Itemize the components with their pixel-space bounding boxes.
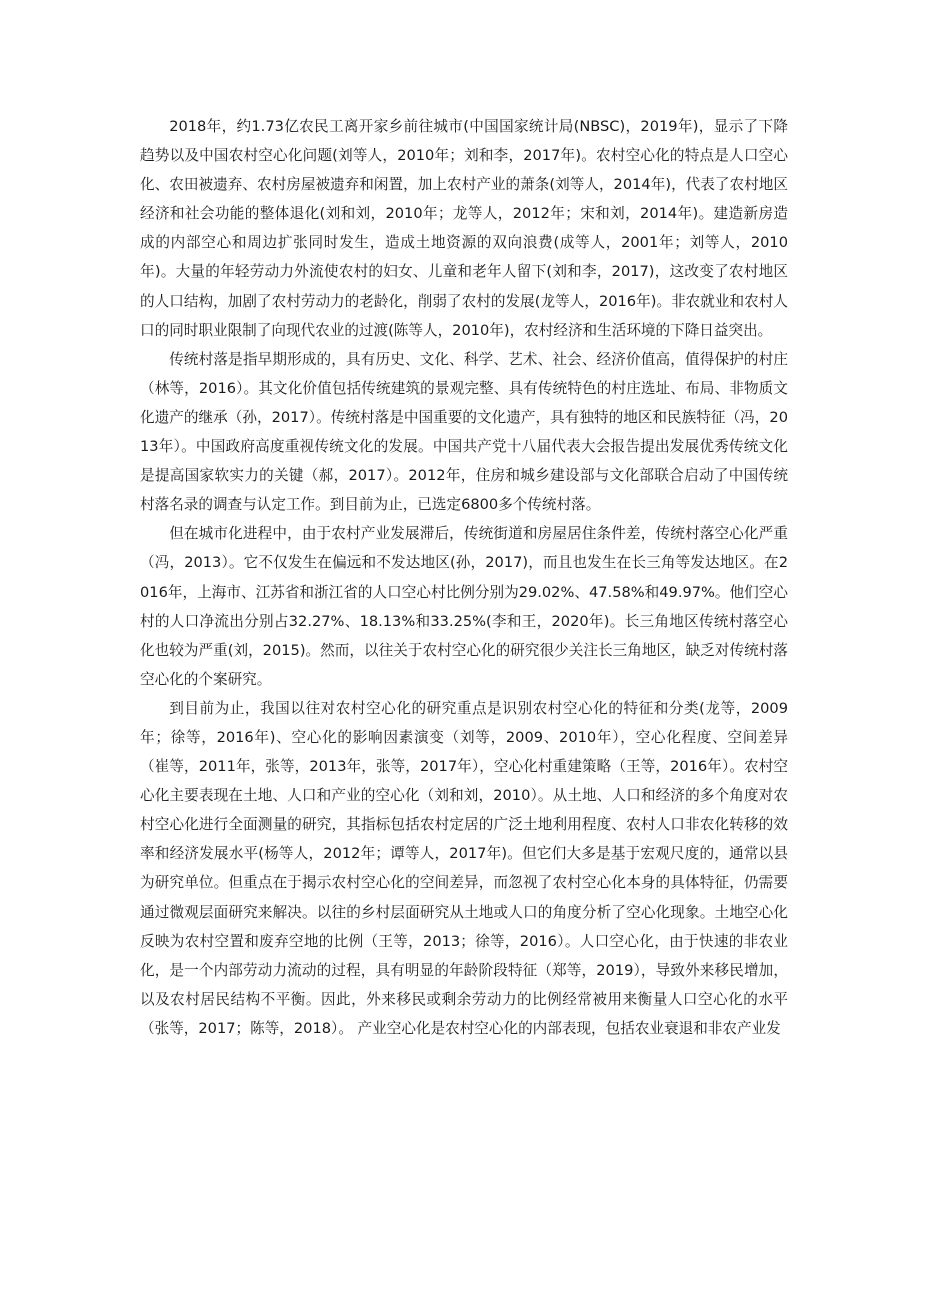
document-page <box>140 112 788 1043</box>
paragraph-rural-hollowing-intro: 2018年，约1.73亿农民工离开家乡前往城市(中国国家统计局(NBSC)，2019年)，显示了下降趋势以及中国农村空心化问题(刘等人，2010年；刘和李，2017年)。农村空心化的特点是人口空心化、农田被遗弃、农村房屋被遗弃和闲置，加上农村产业的萧条(刘等人，2014年)，代表了农村地区经济和社会功能的整体退化(刘和刘，2010年；龙等人，2012年；宋和刘，2014年)。建造新房造成的内部空心和周边扩张同时发生，造成土地资源的双向浪费(成等人，2001年；刘等人，2010年)。大量的年轻劳动力外流使农村的妇女、儿童和老年人留下(刘和李，2017)，这改变了农村地区的人口结构，加剧了农村劳动力的老龄化，削弱了农村的发展(龙等人，2016年)。非农就业和农村人口的同时职业限制了向现代农业的过渡(陈等人，2010年)，农村经济和生活环境的下降日益突出。 <box>140 118 788 339</box>
paragraph-yangtze-delta-hollowing: 但在城市化进程中，由于农村产业发展滞后，传统街道和房屋居住条件差，传统村落空心化严重（冯，2013）。它不仅发生在偏远和不发达地区(孙，2017)，而且也发生在长三角等发达地区。在2016年，上海市、江苏省和浙江省的人口空心村比例分别为29.02%、47.58%和49.97%。他们空心村的人口净流出分别占32.27%、18.13%和33.25%(李和王，2020年)。长三角地区传统村落空心化也较为严重(刘，2015)。然而，以往关于农村空心化的研究很少关注长三角地区，缺乏对传统村落空心化的个案研究。 <box>140 525 788 688</box>
paragraph-traditional-villages: 传统村落是指早期形成的，具有历史、文化、科学、艺术、社会、经济价值高，值得保护的村庄（林等，2016）。其文化价值包括传统建筑的景观完整、具有传统特色的村庄选址、布局、非物质文化遗产的继承（孙，2017）。传统村落是中国重要的文化遗产，具有独特的地区和民族特征（冯，2013年）。中国政府高度重视传统文化的发展。中国共产党十八届代表大会报告提出发展优秀传统文化是提高国家软实力的关键（郝，2017）。2012年，住房和城乡建设部与文化部联合启动了中国传统村落名录的调查与认定工作。到目前为止，已选定6800多个传统村落。 <box>140 350 788 514</box>
paragraph-research-review: 到目前为止，我国以往对农村空心化的研究重点是识别农村空心化的特征和分类(龙等，2009年；徐等，2016年)、空心化的影响因素演变（刘等，2009、2010年），空心化程度、空间差异（崔等，2011年，张等，2013年，张等，2017年），空心化村重建策略（王等，2016年）。农村空心化主要表现在土地、人口和产业的空心化（刘和刘，2010）。从土地、人口和经济的多个角度对农村空心化进行全面测量的研究，其指标包括农村定居的广泛土地利用程度、农村人口非农化转移的效率和经济发展水平(杨等人，2012年；谭等人，2017年)。但它们大多是基于宏观尺度的，通常以县为研究单位。但重点在于揭示农村空心化的空间差异，而忽视了农村空心化本身的具体特征，仍需要通过微观层面研究来解决。以往的乡村层面研究从土地或人口的角度分析了空心化现象。土地空心化反映为农村空置和废弃空地的比例（王等，2013；徐等，2016）。人口空心化，由于快速的非农业化，是一个内部劳动力流动的过程，具有明显的年龄阶段特征（郑等，2019），导致外来移民增加，以及农村居民结构不平衡。因此，外来移民或剩余劳动力的比例经常被用来衡量人口空心化的水平（张等，2017；陈等，2018）。 产业空心化是农村空心化的内部表现，包括农业衰退和非农产业发 <box>140 699 788 1037</box>
